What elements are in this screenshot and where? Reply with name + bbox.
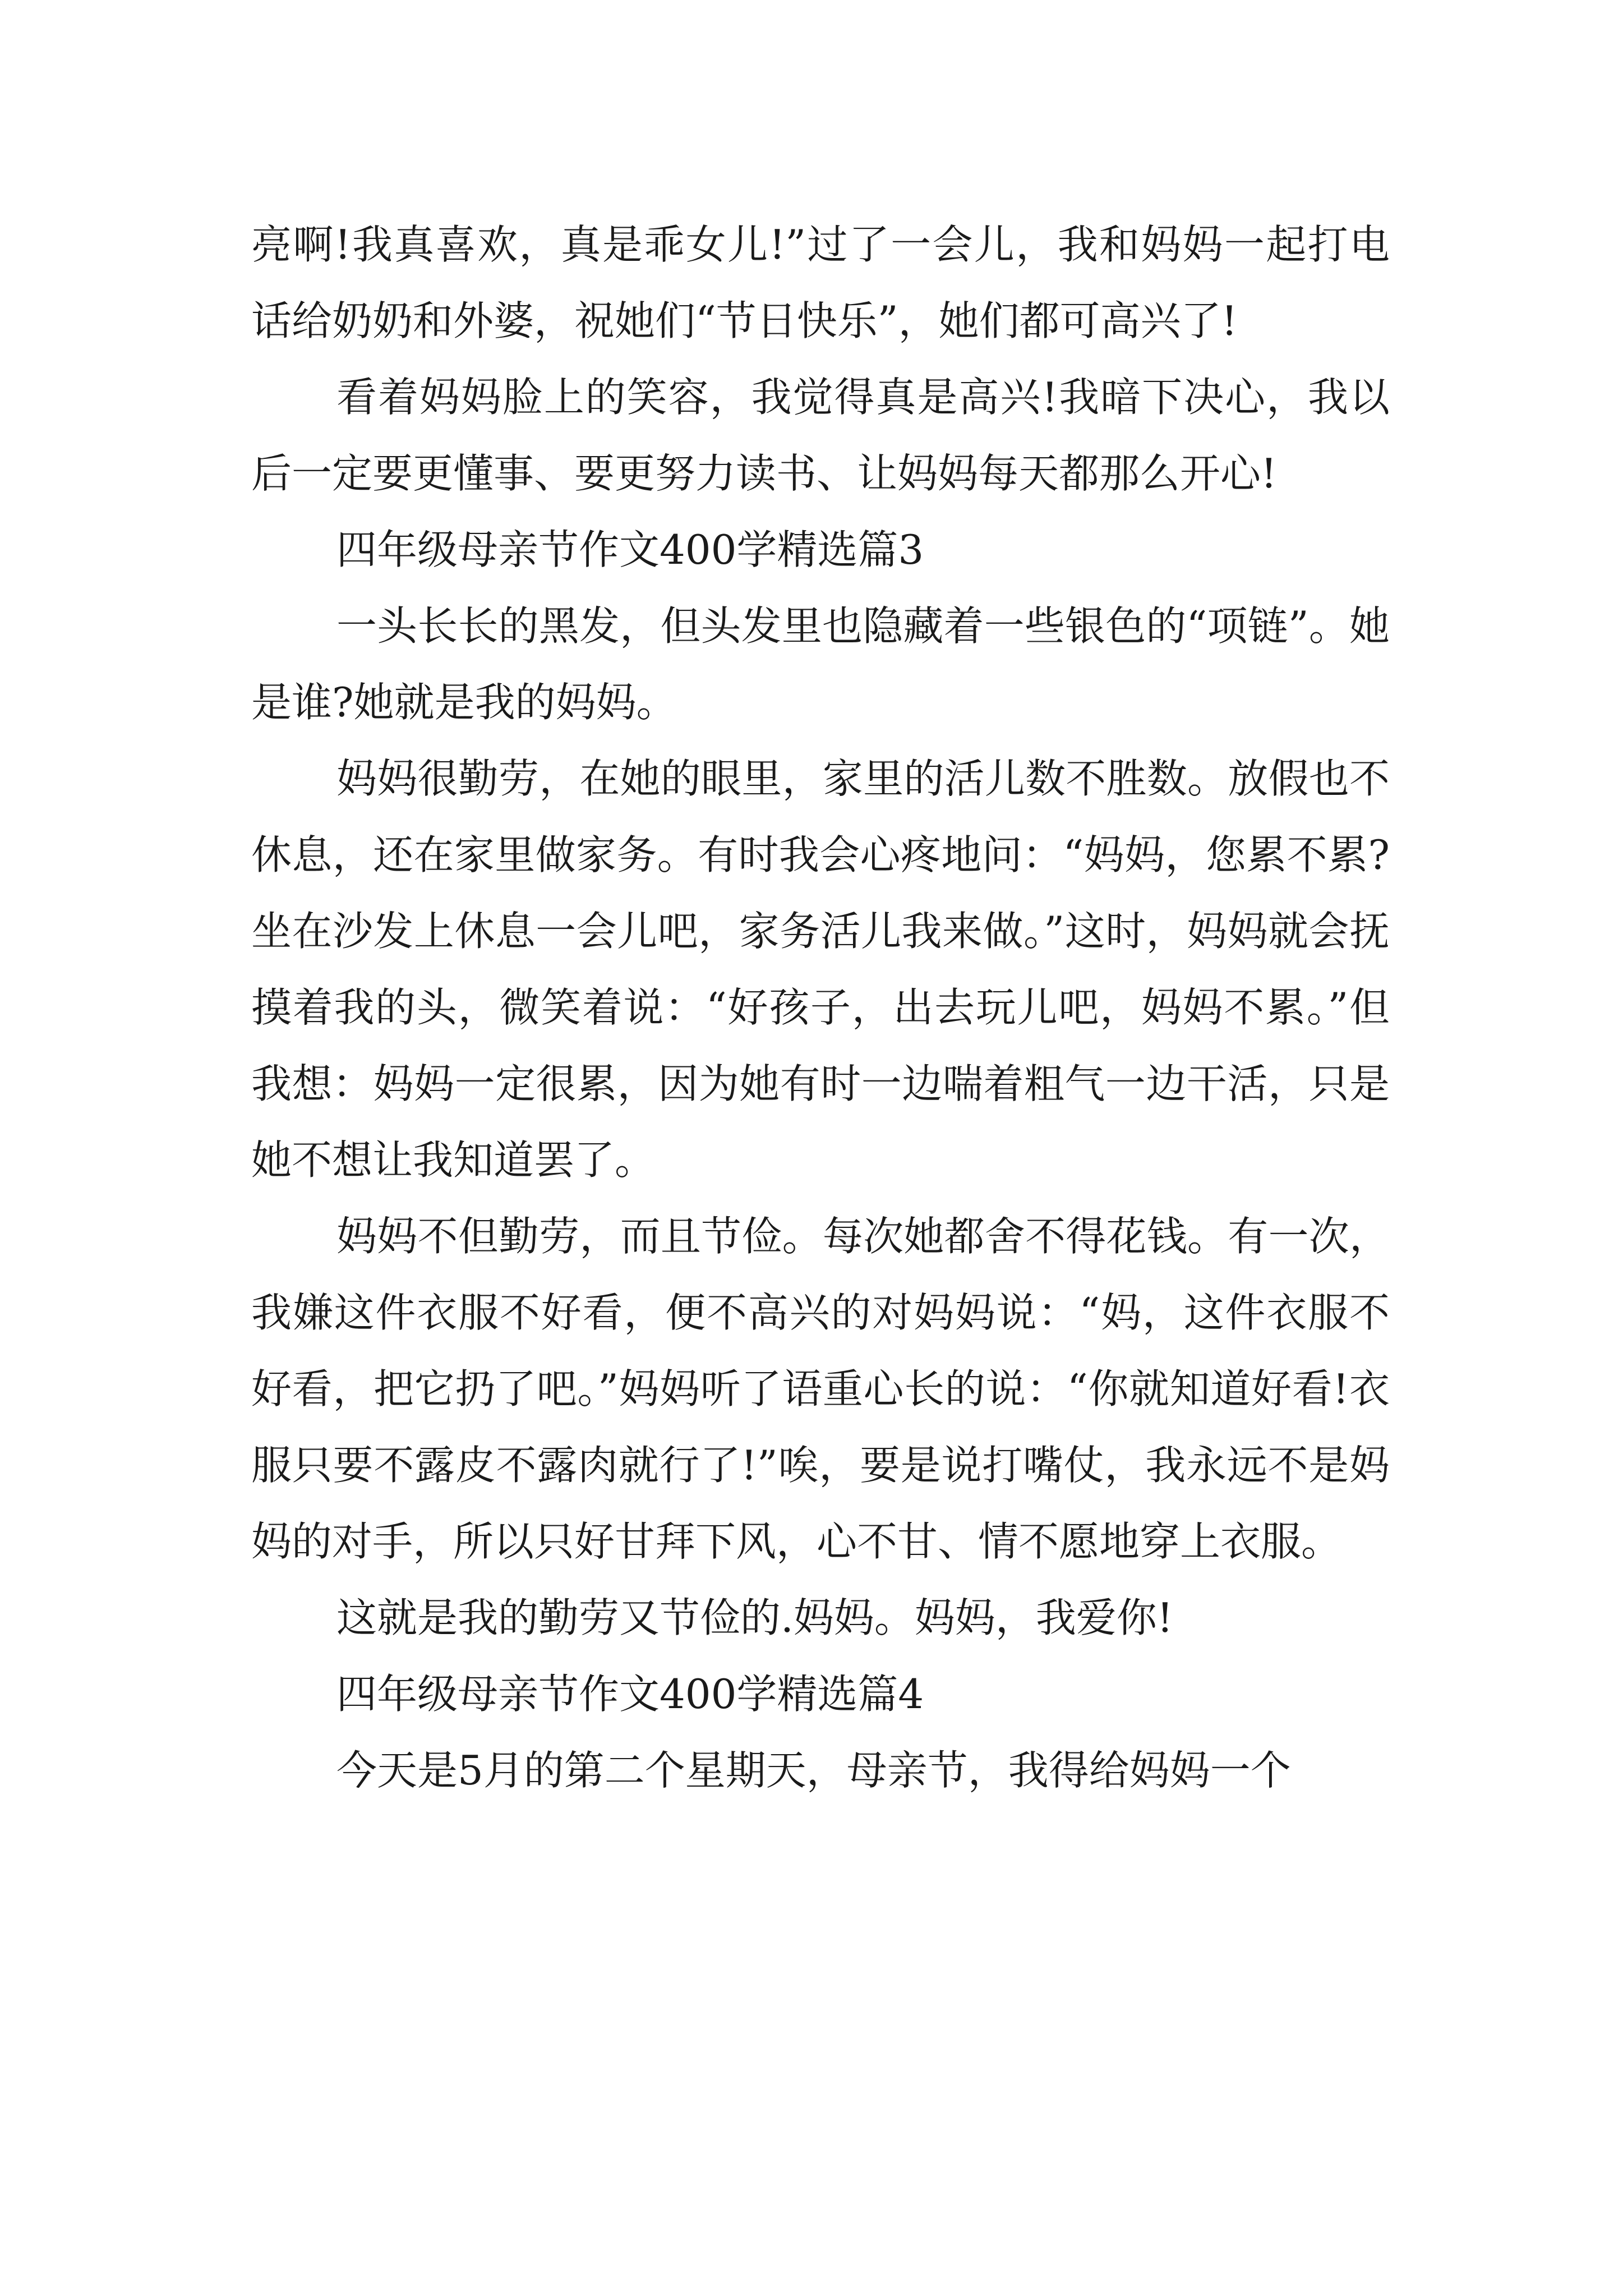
section-heading: 四年级母亲节作文400学精选篇3 bbox=[336, 526, 924, 573]
paragraph: 看着妈妈脸上的笑容，我觉得真是高兴!我暗下决心，我以后一定要更懂事、要更努力读书、让妈妈每天都那么开心! bbox=[251, 374, 1390, 497]
paragraph: 一头长长的黑发，但头发里也隐藏着一些银色的“项链”。她是谁?她就是我的妈妈。 bbox=[251, 602, 1390, 726]
paragraph: 今天是5月的第二个星期天，母亲节，我得给妈妈一个 bbox=[336, 1747, 1291, 1794]
paragraph: 亮啊!我真喜欢，真是乖女儿!”过了一会儿，我和妈妈一起打电话给奶奶和外婆，祝她们“节日快乐”，她们都可高兴了! bbox=[251, 221, 1390, 344]
paragraph: 妈妈很勤劳，在她的眼里，家里的活儿数不胜数。放假也不休息，还在家里做家务。有时我会心疼地问：“妈妈，您累不累?坐在沙发上休息一会儿吧，家务活儿我来做。”这时，妈妈就会抚摸着我的头，微笑着说：“好孩子，出去玩儿吧，妈妈不累。”但我想：妈妈一定很累，因为她有时一边喘着粗气一边干活，只是她不想让我知道罢了。 bbox=[251, 755, 1390, 1184]
paragraph: 这就是我的勤劳又节俭的.妈妈。妈妈，我爱你! bbox=[336, 1594, 1173, 1641]
document-body bbox=[251, 206, 1390, 1809]
paragraph: 妈妈不但勤劳，而且节俭。每次她都舍不得花钱。有一次，我嫌这件衣服不好看，便不高兴的对妈妈说：“妈，这件衣服不好看，把它扔了吧。”妈妈听了语重心长的说：“你就知道好看!衣服只要不露皮不露肉就行了!”唉，要是说打嘴仗，我永远不是妈妈的对手，所以只好甘拜下风，心不甘、情不愿地穿上衣服。 bbox=[251, 1213, 1390, 1565]
section-heading: 四年级母亲节作文400学精选篇4 bbox=[336, 1671, 924, 1718]
